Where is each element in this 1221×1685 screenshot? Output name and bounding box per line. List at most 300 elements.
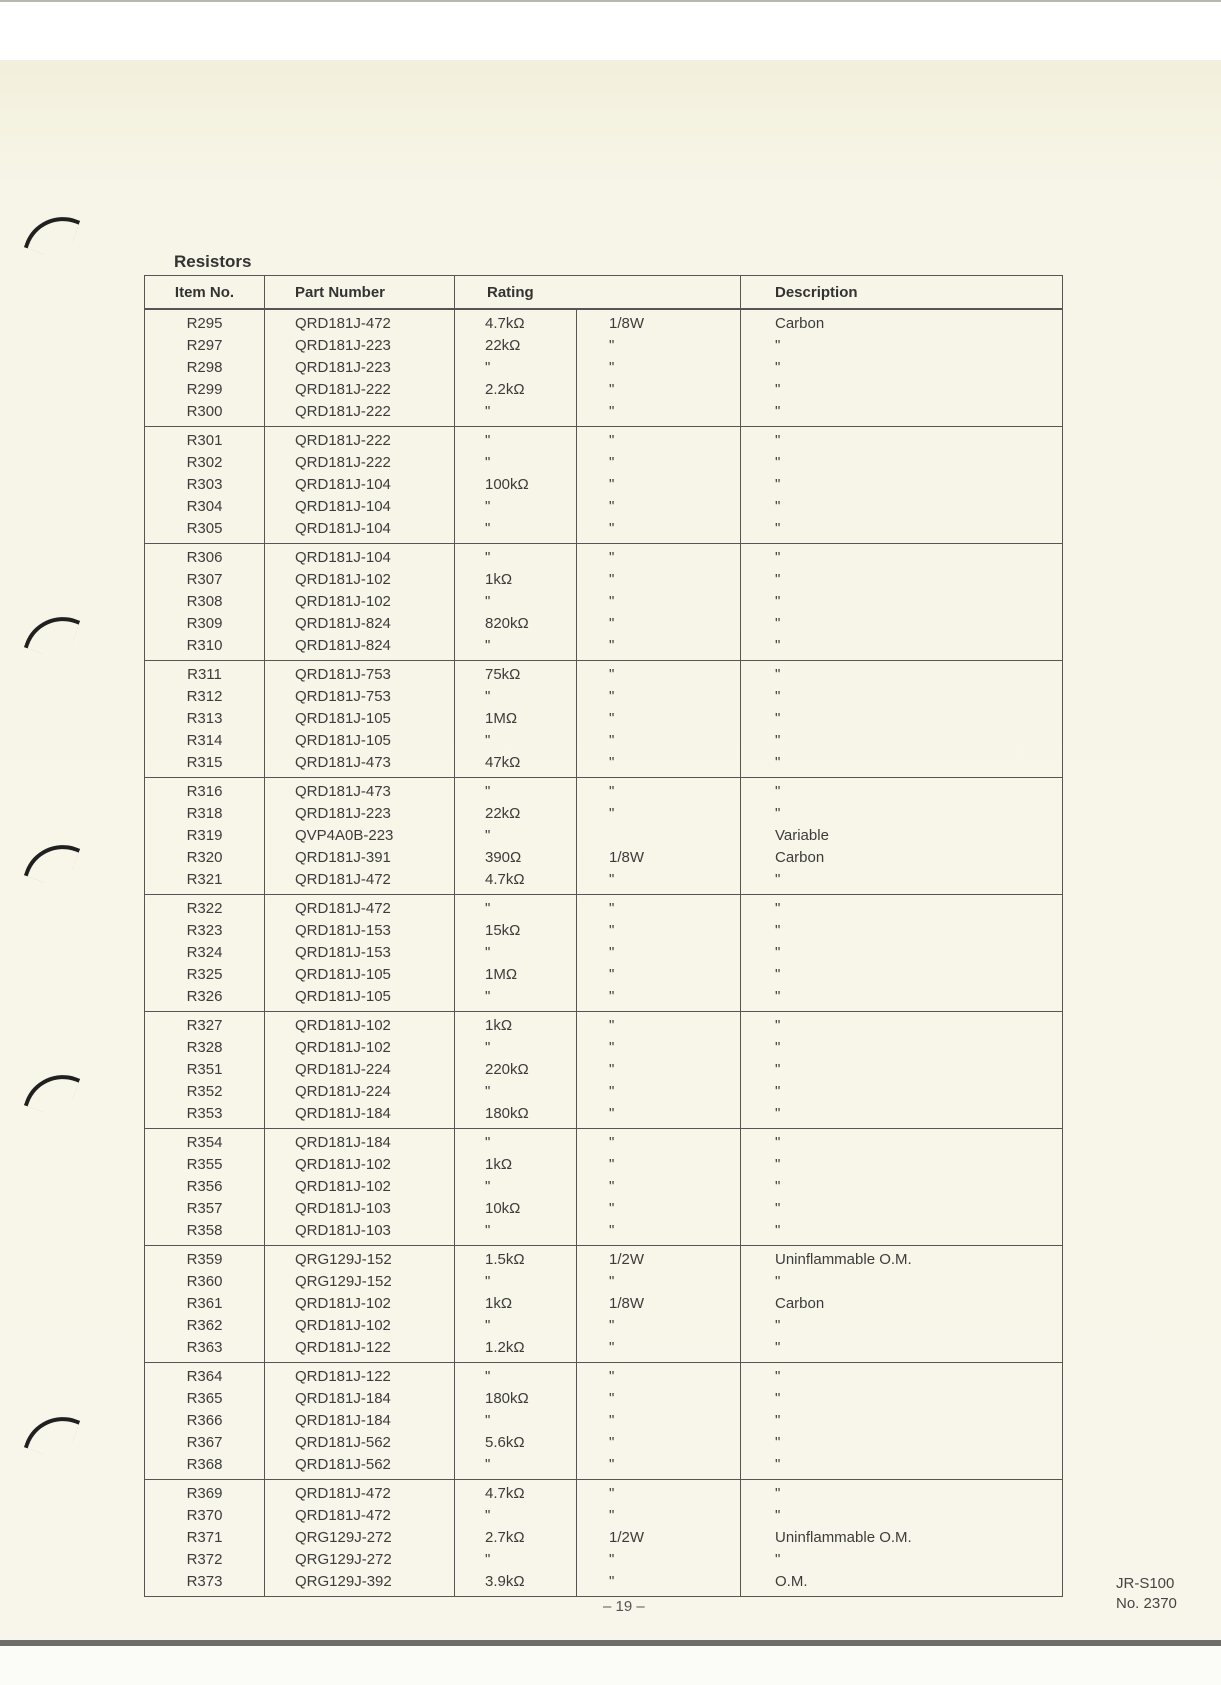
item-no-cell: R372 (145, 1549, 265, 1571)
part-number-cell: QRD181J-153 (265, 920, 455, 942)
description-cell: Variable (741, 825, 1063, 847)
part-number-cell: QRD181J-122 (265, 1337, 455, 1363)
table-row (145, 1315, 1063, 1337)
table-row (145, 635, 1063, 661)
resistance-cell: 2.2kΩ (455, 379, 577, 401)
item-no-cell: R353 (145, 1103, 265, 1129)
wattage-cell: " (577, 752, 741, 778)
table-row (145, 613, 1063, 635)
resistance-cell: " (455, 427, 577, 453)
resistance-cell: 1kΩ (455, 1154, 577, 1176)
description-cell: Carbon (741, 1293, 1063, 1315)
description-cell: " (741, 1198, 1063, 1220)
resistance-cell: 390Ω (455, 847, 577, 869)
wattage-cell: " (577, 803, 741, 825)
item-no-cell: R305 (145, 518, 265, 544)
table-row (145, 1271, 1063, 1293)
part-number-cell: QRD181J-103 (265, 1220, 455, 1246)
wattage-cell: " (577, 357, 741, 379)
wattage-cell: " (577, 1388, 741, 1410)
resistance-cell: " (455, 1454, 577, 1480)
wattage-cell: " (577, 895, 741, 921)
table-row (145, 427, 1063, 453)
table-row (145, 1527, 1063, 1549)
item-no-cell: R358 (145, 1220, 265, 1246)
wattage-cell: " (577, 496, 741, 518)
wattage-cell: " (577, 544, 741, 570)
part-number-cell: QRD181J-562 (265, 1454, 455, 1480)
table-row (145, 920, 1063, 942)
description-cell: " (741, 1432, 1063, 1454)
resistance-cell: " (455, 635, 577, 661)
table-row (145, 357, 1063, 379)
description-cell: " (741, 569, 1063, 591)
table-row (145, 1337, 1063, 1363)
description-cell: " (741, 1059, 1063, 1081)
description-cell: " (741, 335, 1063, 357)
description-cell: " (741, 1271, 1063, 1293)
resistance-cell: " (455, 1037, 577, 1059)
part-number-cell: QRD181J-184 (265, 1129, 455, 1155)
item-no-cell: R316 (145, 778, 265, 804)
table-row (145, 1037, 1063, 1059)
table-row (145, 686, 1063, 708)
item-no-cell: R370 (145, 1505, 265, 1527)
wattage-cell: 1/2W (577, 1527, 741, 1549)
part-number-cell: QVP4A0B-223 (265, 825, 455, 847)
part-number-cell: QRD181J-223 (265, 335, 455, 357)
part-number-cell: QRD181J-824 (265, 635, 455, 661)
resistance-cell: 180kΩ (455, 1388, 577, 1410)
resistance-cell: 15kΩ (455, 920, 577, 942)
item-no-cell: R307 (145, 569, 265, 591)
resistance-cell: 4.7kΩ (455, 869, 577, 895)
part-number-cell: QRD181J-102 (265, 1154, 455, 1176)
table-row (145, 803, 1063, 825)
wattage-cell: " (577, 1103, 741, 1129)
description-cell: " (741, 869, 1063, 895)
part-number-cell: QRD181J-102 (265, 1293, 455, 1315)
wattage-cell: " (577, 661, 741, 687)
description-cell: O.M. (741, 1571, 1063, 1597)
item-no-cell: R326 (145, 986, 265, 1012)
table-row (145, 401, 1063, 427)
table-row (145, 452, 1063, 474)
item-no-cell: R309 (145, 613, 265, 635)
item-no-cell: R359 (145, 1246, 265, 1272)
wattage-cell: 1/8W (577, 847, 741, 869)
item-no-cell: R328 (145, 1037, 265, 1059)
page-number: – 19 – (603, 1598, 645, 1615)
table-row (145, 1059, 1063, 1081)
table-row (145, 591, 1063, 613)
resistance-cell: 4.7kΩ (455, 309, 577, 335)
wattage-cell: " (577, 1220, 741, 1246)
wattage-cell: " (577, 1410, 741, 1432)
table-row (145, 1198, 1063, 1220)
item-no-cell: R364 (145, 1363, 265, 1389)
item-no-cell: R373 (145, 1571, 265, 1597)
description-cell: " (741, 752, 1063, 778)
wattage-cell: " (577, 591, 741, 613)
item-no-cell: R315 (145, 752, 265, 778)
resistance-cell: 820kΩ (455, 613, 577, 635)
table-row (145, 518, 1063, 544)
description-cell: " (741, 686, 1063, 708)
wattage-cell: " (577, 1081, 741, 1103)
item-no-cell: R297 (145, 335, 265, 357)
table-row (145, 1571, 1063, 1597)
description-cell: " (741, 401, 1063, 427)
table-row (145, 895, 1063, 921)
part-number-cell: QRD181J-224 (265, 1059, 455, 1081)
table-row (145, 752, 1063, 778)
part-number-cell: QRD181J-102 (265, 1012, 455, 1038)
description-cell: Uninflammable O.M. (741, 1527, 1063, 1549)
wattage-cell: " (577, 869, 741, 895)
header-item-no: Item No. (145, 276, 265, 310)
part-number-cell: QRD181J-824 (265, 613, 455, 635)
wattage-cell: " (577, 1432, 741, 1454)
table-row (145, 1129, 1063, 1155)
description-cell: " (741, 1410, 1063, 1432)
resistance-cell: " (455, 1315, 577, 1337)
description-cell: " (741, 635, 1063, 661)
table-row (145, 1012, 1063, 1038)
part-number-cell: QRD181J-105 (265, 730, 455, 752)
wattage-cell: " (577, 1198, 741, 1220)
item-no-cell: R314 (145, 730, 265, 752)
resistance-cell: " (455, 544, 577, 570)
resistance-cell: " (455, 1363, 577, 1389)
table-row (145, 1432, 1063, 1454)
description-cell: " (741, 518, 1063, 544)
part-number-cell: QRD181J-102 (265, 1315, 455, 1337)
resistance-cell: 1MΩ (455, 964, 577, 986)
resistance-cell: " (455, 357, 577, 379)
part-number-cell: QRD181J-105 (265, 708, 455, 730)
wattage-cell: " (577, 1176, 741, 1198)
wattage-cell: " (577, 474, 741, 496)
table-row (145, 544, 1063, 570)
part-number-cell: QRG129J-272 (265, 1527, 455, 1549)
resistance-cell: " (455, 730, 577, 752)
description-cell: " (741, 895, 1063, 921)
table-row (145, 379, 1063, 401)
wattage-cell: " (577, 1315, 741, 1337)
part-number-cell: QRD181J-223 (265, 357, 455, 379)
table-row (145, 778, 1063, 804)
item-no-cell: R304 (145, 496, 265, 518)
item-no-cell: R363 (145, 1337, 265, 1363)
description-cell: " (741, 1505, 1063, 1527)
resistance-cell: " (455, 895, 577, 921)
part-number-cell: QRD181J-222 (265, 452, 455, 474)
resistance-cell: 4.7kΩ (455, 1480, 577, 1506)
part-number-cell: QRG129J-392 (265, 1571, 455, 1597)
wattage-cell (577, 825, 741, 847)
resistance-cell: 1kΩ (455, 1012, 577, 1038)
parts-table (144, 275, 1063, 1597)
description-cell: " (741, 452, 1063, 474)
wattage-cell: " (577, 1059, 741, 1081)
item-no-cell: R368 (145, 1454, 265, 1480)
description-cell: " (741, 544, 1063, 570)
description-cell: " (741, 1388, 1063, 1410)
table-row (145, 1454, 1063, 1480)
scan-bottom-margin (0, 1646, 1221, 1685)
resistance-cell: 22kΩ (455, 803, 577, 825)
table-row (145, 1220, 1063, 1246)
item-no-cell: R320 (145, 847, 265, 869)
description-cell: " (741, 964, 1063, 986)
resistance-cell: " (455, 825, 577, 847)
wattage-cell: " (577, 1505, 741, 1527)
description-cell: " (741, 1480, 1063, 1506)
description-cell: " (741, 708, 1063, 730)
table-row (145, 942, 1063, 964)
part-number-cell: QRD181J-224 (265, 1081, 455, 1103)
wattage-cell: " (577, 635, 741, 661)
item-no-cell: R371 (145, 1527, 265, 1549)
wattage-cell: " (577, 569, 741, 591)
item-no-cell: R318 (145, 803, 265, 825)
item-no-cell: R306 (145, 544, 265, 570)
table-row (145, 847, 1063, 869)
table-row (145, 1246, 1063, 1272)
part-number-cell: QRD181J-104 (265, 496, 455, 518)
table-row (145, 1388, 1063, 1410)
part-number-cell: QRD181J-102 (265, 1176, 455, 1198)
part-number-cell: QRD181J-222 (265, 401, 455, 427)
part-number-cell: QRD181J-105 (265, 986, 455, 1012)
part-number-cell: QRD181J-472 (265, 309, 455, 335)
item-no-cell: R312 (145, 686, 265, 708)
description-cell: " (741, 613, 1063, 635)
item-no-cell: R322 (145, 895, 265, 921)
part-number-cell: QRD181J-102 (265, 569, 455, 591)
description-cell: " (741, 942, 1063, 964)
resistance-cell: " (455, 1505, 577, 1527)
table-body (145, 309, 1063, 1597)
description-cell: " (741, 591, 1063, 613)
table-row (145, 1480, 1063, 1506)
table-row (145, 825, 1063, 847)
resistance-cell: 2.7kΩ (455, 1527, 577, 1549)
item-no-cell: R313 (145, 708, 265, 730)
item-no-cell: R321 (145, 869, 265, 895)
description-cell: " (741, 1154, 1063, 1176)
description-cell: " (741, 379, 1063, 401)
description-cell: " (741, 1363, 1063, 1389)
item-no-cell: R319 (145, 825, 265, 847)
wattage-cell: " (577, 1037, 741, 1059)
resistance-cell: 22kΩ (455, 335, 577, 357)
table-row (145, 1293, 1063, 1315)
resistance-cell: 75kΩ (455, 661, 577, 687)
part-number-cell: QRD181J-472 (265, 869, 455, 895)
table-row (145, 474, 1063, 496)
item-no-cell: R325 (145, 964, 265, 986)
item-no-cell: R303 (145, 474, 265, 496)
part-number-cell: QRD181J-753 (265, 686, 455, 708)
description-cell: " (741, 1549, 1063, 1571)
resistance-cell: " (455, 1271, 577, 1293)
wattage-cell: " (577, 920, 741, 942)
item-no-cell: R357 (145, 1198, 265, 1220)
description-cell: " (741, 1129, 1063, 1155)
resistance-cell: " (455, 591, 577, 613)
part-number-cell: QRD181J-102 (265, 1037, 455, 1059)
table-row (145, 1103, 1063, 1129)
part-number-cell: QRG129J-152 (265, 1246, 455, 1272)
wattage-cell: " (577, 1012, 741, 1038)
table-row (145, 335, 1063, 357)
part-number-cell: QRG129J-272 (265, 1549, 455, 1571)
description-cell: " (741, 357, 1063, 379)
table-row (145, 869, 1063, 895)
wattage-cell: " (577, 942, 741, 964)
model-label (1116, 1574, 1177, 1614)
item-no-cell: R367 (145, 1432, 265, 1454)
description-cell: " (741, 986, 1063, 1012)
resistance-cell: 100kΩ (455, 474, 577, 496)
description-cell: " (741, 1103, 1063, 1129)
part-number-cell: QRD181J-391 (265, 847, 455, 869)
header-rating: Rating (455, 276, 577, 310)
resistance-cell: 5.6kΩ (455, 1432, 577, 1454)
resistance-cell: " (455, 496, 577, 518)
wattage-cell: 1/2W (577, 1246, 741, 1272)
wattage-cell: " (577, 518, 741, 544)
description-cell: " (741, 920, 1063, 942)
description-cell: " (741, 1037, 1063, 1059)
table-row (145, 708, 1063, 730)
wattage-cell: " (577, 1549, 741, 1571)
resistance-cell: " (455, 1081, 577, 1103)
resistance-cell: 180kΩ (455, 1103, 577, 1129)
resistance-cell: " (455, 452, 577, 474)
description-cell: " (741, 1315, 1063, 1337)
part-number-cell: QRD181J-223 (265, 803, 455, 825)
item-no-cell: R352 (145, 1081, 265, 1103)
resistance-cell: 47kΩ (455, 752, 577, 778)
item-no-cell: R301 (145, 427, 265, 453)
model-name: JR-S100 (1116, 1575, 1175, 1592)
wattage-cell: " (577, 708, 741, 730)
header-part-number: Part Number (265, 276, 455, 310)
part-number-cell: QRD181J-222 (265, 379, 455, 401)
table-row (145, 1505, 1063, 1527)
table-row (145, 496, 1063, 518)
part-number-cell: QRD181J-472 (265, 1505, 455, 1527)
wattage-cell: " (577, 730, 741, 752)
description-cell: " (741, 1220, 1063, 1246)
header-description: Description (741, 276, 1063, 310)
table-row (145, 986, 1063, 1012)
wattage-cell: " (577, 1480, 741, 1506)
table-row (145, 661, 1063, 687)
resistance-cell: " (455, 1410, 577, 1432)
table-row (145, 1154, 1063, 1176)
part-number-cell: QRD181J-104 (265, 544, 455, 570)
wattage-cell: " (577, 613, 741, 635)
description-cell: " (741, 496, 1063, 518)
wattage-cell: " (577, 379, 741, 401)
wattage-cell: " (577, 964, 741, 986)
resistance-cell: " (455, 518, 577, 544)
wattage-cell: " (577, 1454, 741, 1480)
table-row (145, 1363, 1063, 1389)
resistance-cell: 10kΩ (455, 1198, 577, 1220)
wattage-cell: " (577, 401, 741, 427)
description-cell: " (741, 1176, 1063, 1198)
table-row (145, 1176, 1063, 1198)
part-number-cell: QRD181J-562 (265, 1432, 455, 1454)
description-cell: " (741, 730, 1063, 752)
description-cell: Uninflammable O.M. (741, 1246, 1063, 1272)
part-number-cell: QRG129J-152 (265, 1271, 455, 1293)
resistance-cell: " (455, 1129, 577, 1155)
part-number-cell: QRD181J-153 (265, 942, 455, 964)
resistance-cell: 1kΩ (455, 569, 577, 591)
part-number-cell: QRD181J-103 (265, 1198, 455, 1220)
part-number-cell: QRD181J-104 (265, 474, 455, 496)
resistance-cell: " (455, 986, 577, 1012)
table-row (145, 730, 1063, 752)
item-no-cell: R366 (145, 1410, 265, 1432)
item-no-cell: R355 (145, 1154, 265, 1176)
wattage-cell: " (577, 452, 741, 474)
part-number-cell: QRD181J-105 (265, 964, 455, 986)
wattage-cell: " (577, 1363, 741, 1389)
part-number-cell: QRD181J-472 (265, 895, 455, 921)
part-number-cell: QRD181J-753 (265, 661, 455, 687)
resistance-cell: 1kΩ (455, 1293, 577, 1315)
item-no-cell: R324 (145, 942, 265, 964)
description-cell: Carbon (741, 847, 1063, 869)
description-cell: " (741, 803, 1063, 825)
part-number-cell: QRD181J-184 (265, 1388, 455, 1410)
wattage-cell: " (577, 427, 741, 453)
item-no-cell: R295 (145, 309, 265, 335)
wattage-cell: 1/8W (577, 1293, 741, 1315)
scan-top-edge (0, 0, 1221, 2)
table-row (145, 964, 1063, 986)
resistance-cell: " (455, 778, 577, 804)
section-title: Resistors (174, 252, 252, 271)
part-number-cell: QRD181J-473 (265, 778, 455, 804)
resistance-cell: " (455, 1220, 577, 1246)
item-no-cell: R360 (145, 1271, 265, 1293)
item-no-cell: R365 (145, 1388, 265, 1410)
item-no-cell: R354 (145, 1129, 265, 1155)
item-no-cell: R327 (145, 1012, 265, 1038)
resistance-cell: " (455, 401, 577, 427)
item-no-cell: R310 (145, 635, 265, 661)
resistance-cell: " (455, 942, 577, 964)
resistance-cell: 1MΩ (455, 708, 577, 730)
description-cell: " (741, 1454, 1063, 1480)
resistance-cell: " (455, 1176, 577, 1198)
part-number-cell: QRD181J-222 (265, 427, 455, 453)
part-number-cell: QRD181J-104 (265, 518, 455, 544)
item-no-cell: R361 (145, 1293, 265, 1315)
description-cell: " (741, 661, 1063, 687)
header-rating-wattage (577, 276, 741, 310)
item-no-cell: R351 (145, 1059, 265, 1081)
table-row (145, 569, 1063, 591)
